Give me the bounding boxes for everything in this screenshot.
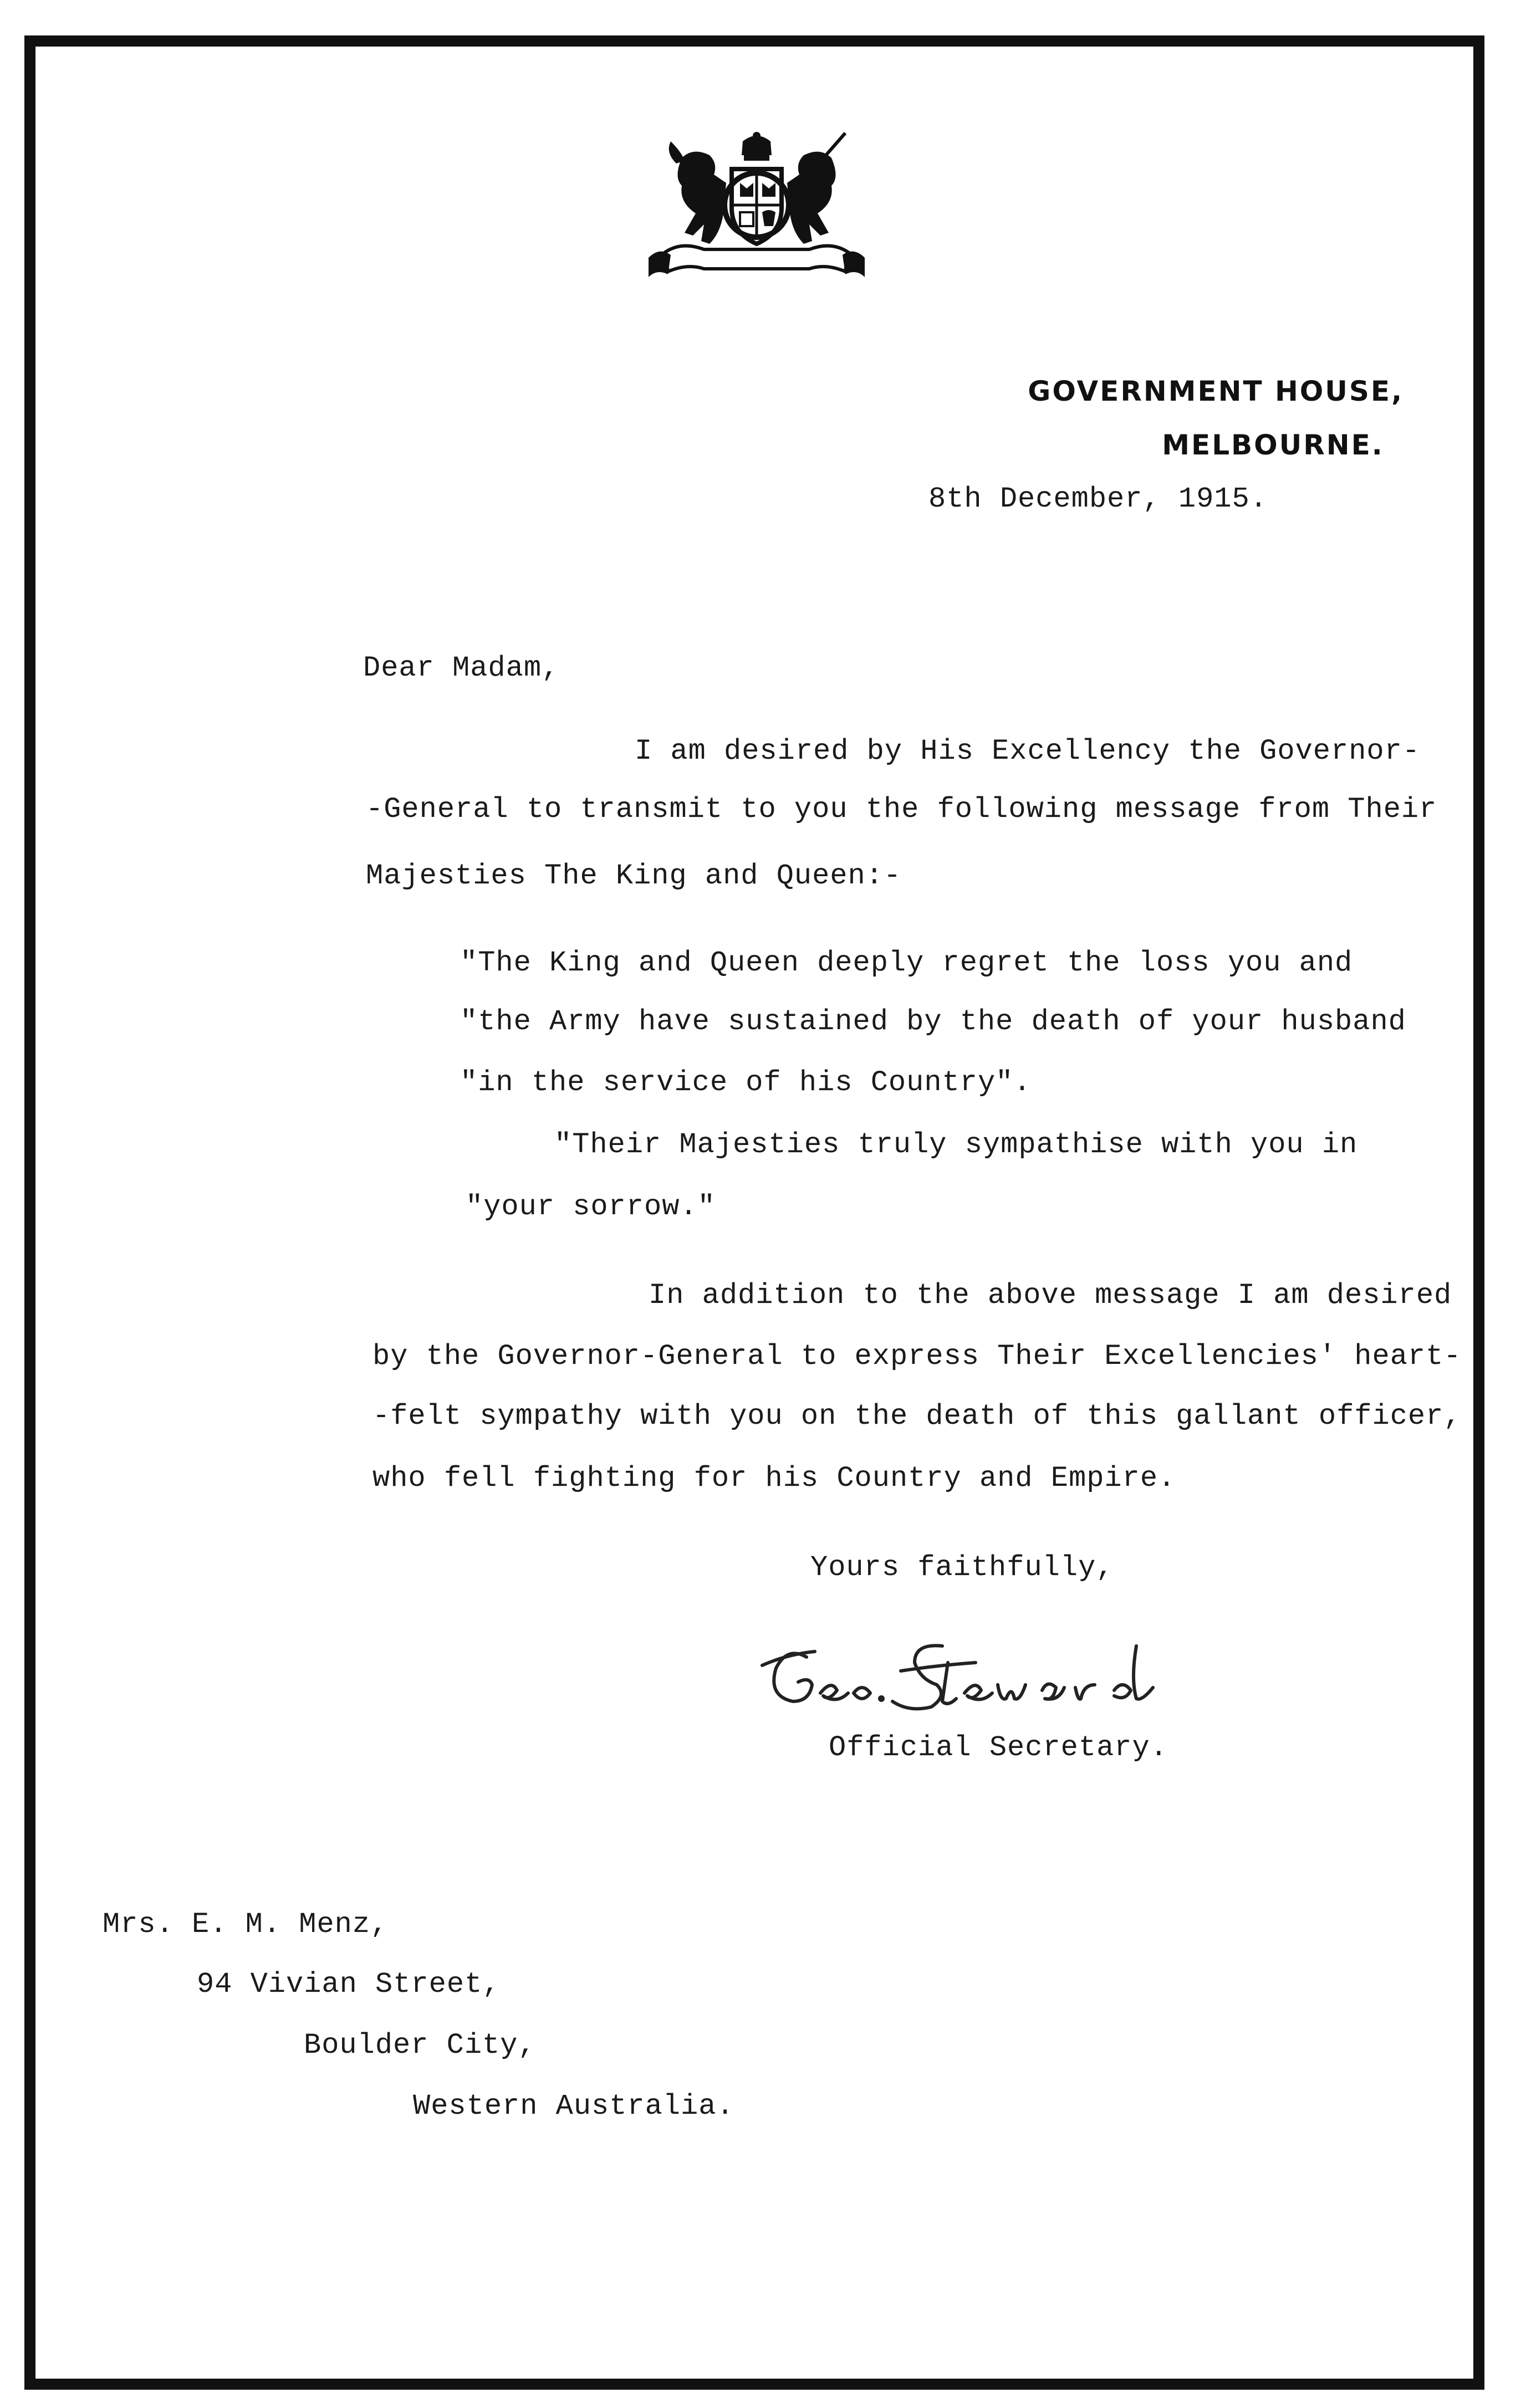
letterhead-line1: GOVERNMENT HOUSE, [1028, 375, 1404, 407]
address-line1: Mrs. E. M. Menz, [103, 1908, 389, 1941]
paragraph1-line3: Majesties The King and Queen:- [366, 860, 902, 892]
letter-date: 8th December, 1915. [928, 483, 1268, 515]
message-line4: "Their Majesties truly sympathise with you in [554, 1128, 1358, 1161]
handwritten-signature [754, 1624, 1197, 1735]
message-line3: "in the service of his Country". [460, 1066, 1032, 1099]
message-line1: "The King and Queen deeply regret the loss you and [460, 947, 1353, 979]
paragraph2-line2: by the Governor-General to express Their Excellencies' heart- [372, 1340, 1462, 1373]
closing: Yours faithfully, [810, 1551, 1114, 1584]
paragraph1-line2: -General to transmit to you the following message from Their [366, 793, 1437, 826]
royal-coat-of-arms-icon [649, 130, 865, 285]
paragraph1-line1: I am desired by His Excellency the Governor- [635, 735, 1421, 768]
address-line3: Boulder City, [304, 2029, 536, 2062]
salutation: Dear Madam, [363, 652, 560, 684]
paragraph2-line3: -felt sympathy with you on the death of this gallant officer, [372, 1400, 1462, 1433]
paragraph2-line4: who fell fighting for his Country and Empire. [372, 1462, 1176, 1495]
signatory-title: Official Secretary. [829, 1731, 1168, 1764]
letterhead-line2: MELBOURNE. [1162, 429, 1384, 461]
message-line5: "your sorrow." [466, 1190, 716, 1223]
address-line4: Western Australia. [413, 2090, 734, 2123]
paragraph2-line1: In addition to the above message I am desired [649, 1279, 1452, 1312]
address-line2: 94 Vivian Street, [197, 1968, 501, 2001]
message-line2: "the Army have sustained by the death of your husband [460, 1005, 1406, 1038]
